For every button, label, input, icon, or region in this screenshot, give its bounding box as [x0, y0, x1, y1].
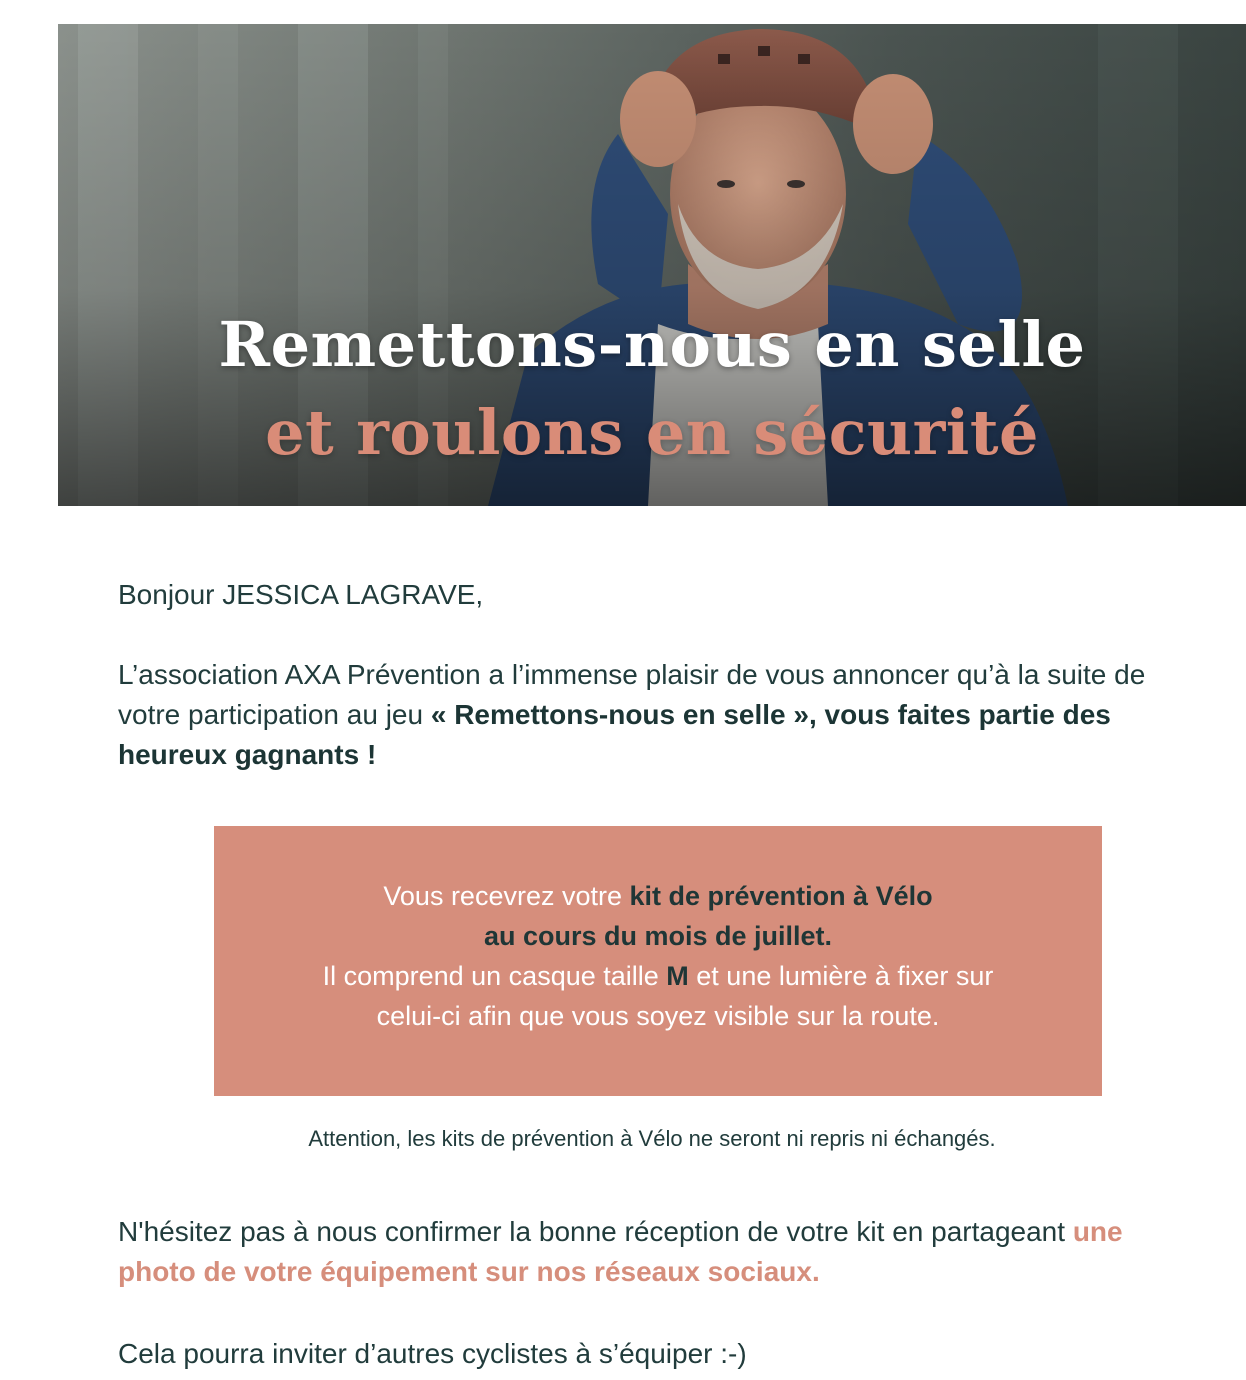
prize-line-1-text: Vous recevrez votre — [383, 881, 630, 911]
confirm-text: N'hésitez pas à nous confirmer la bonne réception de votre kit en partageant — [118, 1216, 1073, 1247]
prize-line-3 — [214, 956, 1102, 996]
confirm-paragraph — [118, 1212, 1188, 1292]
greeting: Bonjour JESSICA LAGRAVE, — [118, 579, 484, 610]
prize-line-3-text: Il comprend un casque taille — [322, 961, 667, 991]
hero-title-line1: Remettons-nous en selle — [218, 308, 1086, 381]
intro-bold-text: « Remettons-nous en selle », vous faites partie des heureux gagnants ! — [118, 699, 1111, 770]
prize-line-3-after: et une lumière à fixer sur — [688, 961, 994, 991]
closing-text: Cela pourra inviter d’autres cyclistes à s’équiper :-) — [118, 1338, 747, 1369]
prize-delivery-period: au cours du mois de juillet. — [483, 921, 833, 951]
intro-paragraph — [118, 655, 1188, 775]
prize-line-2 — [214, 916, 1102, 956]
prize-line-4: celui-ci afin que vous soyez visible sur la route. — [376, 1001, 940, 1031]
notice-text: Attention, les kits de prévention à Vélo ne seront ni repris ni échangés. — [308, 1126, 996, 1151]
hero-banner — [58, 24, 1246, 506]
intro-text: L’association AXA Prévention a l’immense plaisir de vous annoncer qu’à la suite de votre participation au jeu — [118, 659, 1146, 730]
prize-line-1 — [214, 876, 1102, 916]
prize-kit-name: kit de prévention à Vélo — [629, 881, 933, 911]
prize-box — [214, 826, 1102, 1096]
hero-title-line2: et roulons en sécurité — [265, 396, 1039, 469]
prize-helmet-size: M — [666, 961, 689, 991]
social-networks-link[interactable]: une photo de votre équipement sur nos réseaux sociaux. — [118, 1216, 1123, 1287]
